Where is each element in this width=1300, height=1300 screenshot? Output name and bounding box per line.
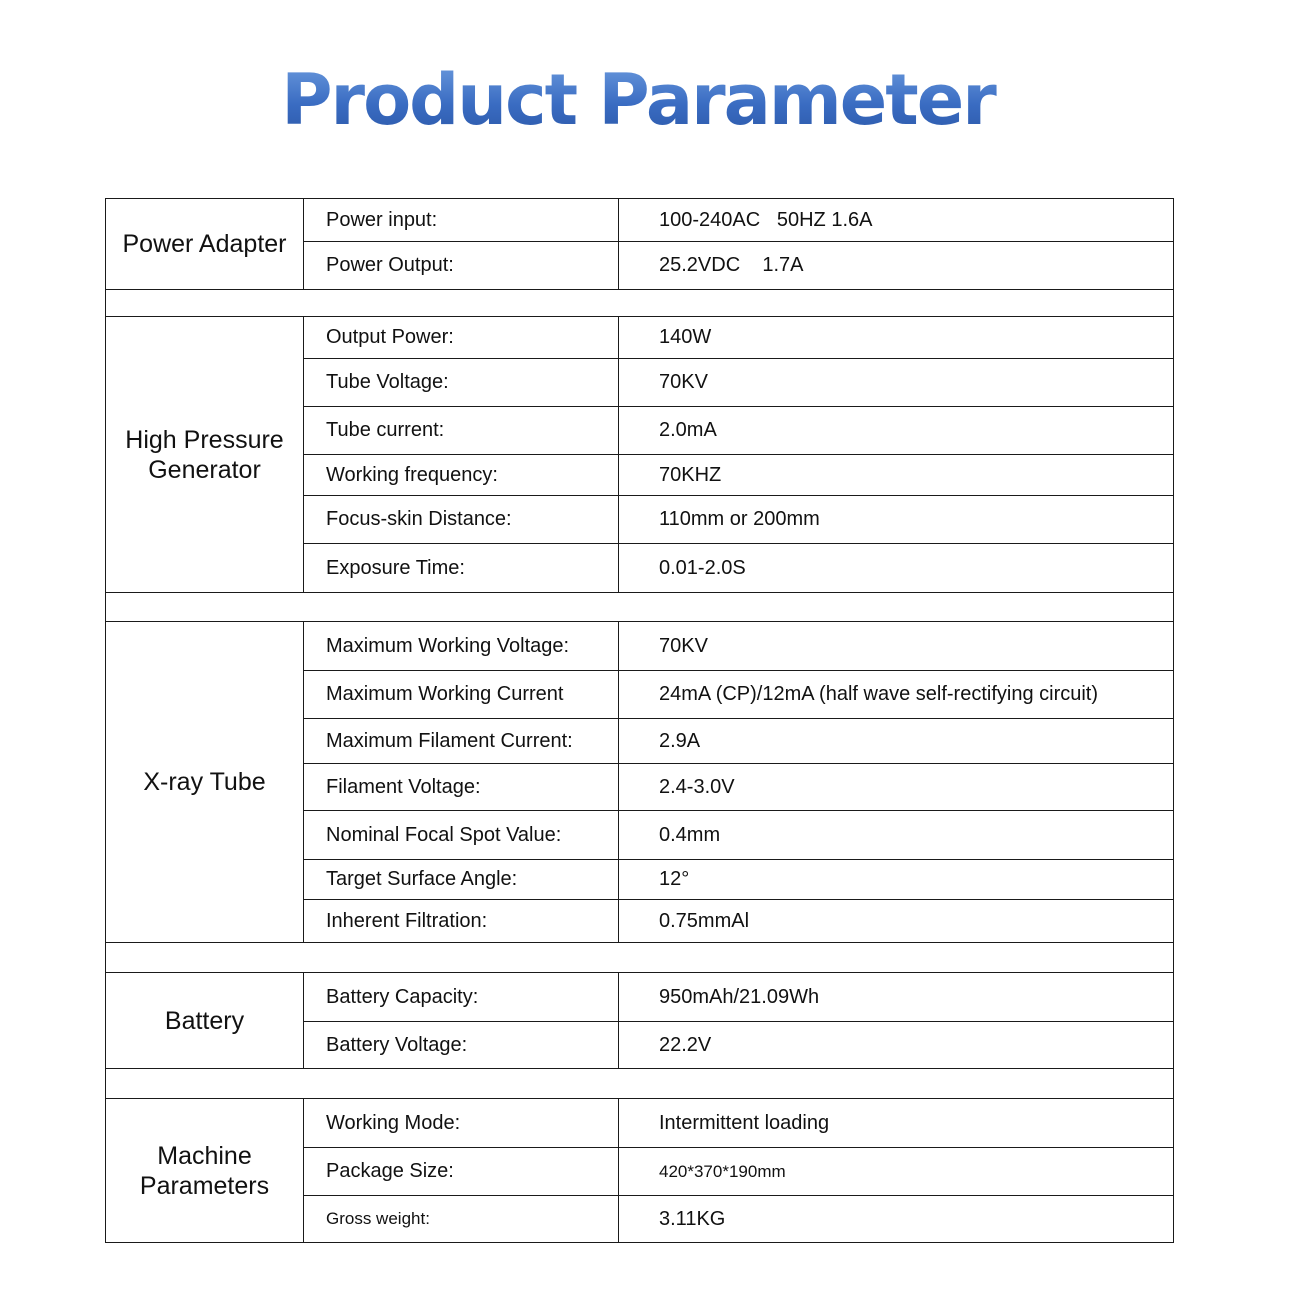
table-row xyxy=(304,1021,1173,1068)
section-label: Power Adapter xyxy=(106,199,304,289)
param-value: 70KV xyxy=(659,634,708,657)
table-row xyxy=(304,317,1173,358)
param-name: Output Power: xyxy=(304,317,619,358)
section-x-ray-tube xyxy=(105,621,1174,943)
param-value: 100-240AC 50HZ 1.6A xyxy=(659,208,873,231)
table-row xyxy=(304,199,1173,241)
param-value: Intermittent loading xyxy=(659,1111,830,1134)
table-row xyxy=(304,241,1173,289)
section-power-adapter xyxy=(105,198,1174,290)
section-battery xyxy=(105,972,1174,1069)
param-name: Power input: xyxy=(304,199,619,241)
param-name: Tube Voltage: xyxy=(304,359,619,406)
section-label: Machine Parameters xyxy=(106,1099,304,1242)
table-row xyxy=(304,718,1173,763)
param-value: 25.2VDC 1.7A xyxy=(659,254,804,276)
param-value: 0.01-2.0S xyxy=(659,556,746,579)
param-name: Power Output: xyxy=(304,242,619,289)
param-value: 24mA (CP)/12mA (half wave self-rectifying circuit) xyxy=(659,683,1099,705)
table-row xyxy=(304,495,1173,543)
table-row xyxy=(304,622,1173,670)
param-value: 2.9A xyxy=(659,729,701,752)
section-high-pressure-generator xyxy=(105,316,1174,593)
table-row xyxy=(304,763,1173,810)
param-name: Working Mode: xyxy=(304,1099,619,1147)
section-machine-parameters xyxy=(105,1098,1174,1243)
param-value: 2.0mA xyxy=(659,419,717,441)
param-name: Maximum Filament Current: xyxy=(304,719,619,763)
param-value: 3.11KG xyxy=(659,1207,726,1230)
param-name: Inherent Filtration: xyxy=(304,900,619,942)
table-row xyxy=(304,810,1173,859)
section-spacer xyxy=(105,593,1174,621)
param-name: Battery Capacity: xyxy=(304,973,619,1021)
param-name: Exposure Time: xyxy=(304,544,619,592)
param-value: 22.2V xyxy=(659,1033,712,1056)
section-spacer xyxy=(105,943,1174,972)
param-name: Maximum Working Current xyxy=(304,671,619,718)
section-label: X-ray Tube xyxy=(106,622,304,942)
param-value: 2.4-3.0V xyxy=(659,775,735,798)
param-name: Working frequency: xyxy=(304,455,619,495)
table-row xyxy=(304,454,1173,495)
param-value: 70KHZ xyxy=(659,463,722,486)
param-name: Target Surface Angle: xyxy=(304,860,619,899)
param-name: Gross weight: xyxy=(304,1196,619,1242)
table-row xyxy=(304,1147,1173,1195)
table-row xyxy=(304,358,1173,406)
param-name: Package Size: xyxy=(304,1148,619,1195)
param-value: 0.75mmAl xyxy=(659,909,750,932)
table-row xyxy=(304,899,1173,942)
section-label: High Pressure Generator xyxy=(106,317,304,592)
table-row xyxy=(304,973,1173,1021)
param-name: Nominal Focal Spot Value: xyxy=(304,811,619,859)
param-value: 140W xyxy=(659,326,712,348)
table-row xyxy=(304,859,1173,899)
table-row xyxy=(304,406,1173,454)
table-row xyxy=(304,543,1173,592)
section-spacer xyxy=(105,290,1174,316)
param-value: 420*370*190mm xyxy=(659,1161,786,1181)
param-name: Filament Voltage: xyxy=(304,764,619,810)
param-value: 12° xyxy=(659,868,690,890)
param-value: 110mm or 200mm xyxy=(659,508,820,530)
page-title: Product Parameter xyxy=(0,58,1276,142)
table-row xyxy=(304,1099,1173,1147)
section-spacer xyxy=(105,1069,1174,1098)
param-name: Battery Voltage: xyxy=(304,1022,619,1068)
param-value: 0.4mm xyxy=(659,823,721,846)
param-name: Tube current: xyxy=(304,407,619,454)
param-value: 950mAh/21.09Wh xyxy=(659,985,820,1008)
param-name: Focus-skin Distance: xyxy=(304,496,619,543)
table-row xyxy=(304,1195,1173,1242)
param-value: 70KV xyxy=(659,371,708,393)
section-label: Battery xyxy=(106,973,304,1068)
param-name: Maximum Working Voltage: xyxy=(304,622,619,670)
table-row xyxy=(304,670,1173,718)
